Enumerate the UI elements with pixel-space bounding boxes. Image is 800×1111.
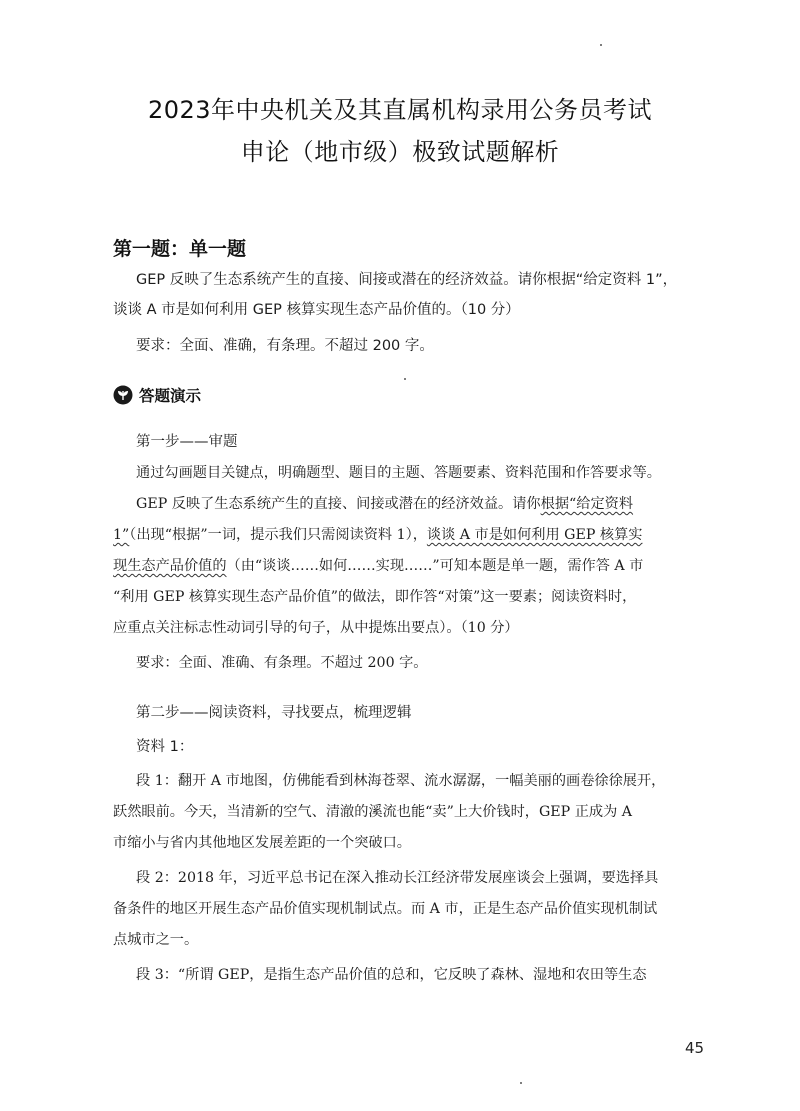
document-title-line2: 申论（地市级）极致试题解析 (240, 138, 560, 166)
analysis-note: （由“谈谈……如何……实现……”可知本题是单一题，需作答 A 市 (226, 558, 644, 574)
keyword-underline-material-end: 1” (113, 527, 130, 543)
keyword-underline-topic-end: 现生态产品价值的 (113, 558, 227, 574)
document-title-line1: 2023年中央机关及其直属机构录用公务员考试 (147, 96, 653, 124)
para2-line-3: 点城市之一。 (113, 932, 199, 948)
answer-demo-header (113, 384, 693, 406)
analysis-note: （出现“根据”一词，提示我们只需阅读资料 1）， (129, 527, 427, 543)
step1-analysis-line-4: “利用 GEP 核算实现生态产品价值”的做法，即作答“对策”这一要素；阅读资料时， (113, 589, 637, 605)
para2-line-1: 段 2：2018 年，习近平总书记在深入推动长江经济带发展座谈会上强调，要选择具 (136, 870, 659, 886)
keyword-underline-genju: 根据 (540, 496, 570, 512)
step1-requirement: 要求：全面、准确、有条理。不超过 200 字。 (136, 655, 428, 671)
keyword-underline-material: “给定资料 (569, 496, 634, 512)
step1-heading: 第一步——审题 (136, 434, 238, 450)
step1-intro: 通过勾画题目关键点，明确题型、题目的主题、答题要素、资料范围和作答要求等。 (136, 465, 661, 481)
para2-line-2: 备条件的地区开展生态产品价值实现机制试点。而 A 市，正是生态产品价值实现机制试 (113, 901, 658, 917)
section-heading: 第一题：单一题 (113, 238, 247, 260)
answer-demo-label: 答题演示 (139, 387, 202, 405)
scan-speck (520, 1082, 522, 1084)
para3-line-1: 段 3：“所谓 GEP，是指生态产品价值的总和，它反映了森林、湿地和农田等生态 (136, 967, 647, 983)
question-line-1: GEP 反映了生态系统产生的直接、间接或潜在的经济效益。请你根据“给定资料 1”， (136, 272, 678, 288)
para1-line-3: 市缩小与省内其他地区发展差距的一个突破口。 (113, 835, 411, 851)
material-label: 资料 1： (136, 739, 194, 755)
step2-heading: 第二步——阅读资料，寻找要点，梳理逻辑 (136, 705, 412, 721)
scan-speck (600, 44, 602, 46)
scan-speck (404, 378, 406, 380)
page-number: 45 (685, 1039, 705, 1057)
para1-line-2: 跃然眼前。今天，当清新的空气、清澈的溪流也能“卖”上大价钱时，GEP 正成为 A (113, 804, 633, 820)
analysis-text: GEP 反映了生态系统产生的直接、间接或潜在的经济效益。请你 (136, 496, 541, 512)
para1-line-1: 段 1：翻开 A 市地图，仿佛能看到林海苍翠、流水潺潺，一幅美丽的画卷徐徐展开， (136, 773, 666, 789)
step1-analysis-line-3 (113, 556, 693, 576)
step1-analysis-line-1 (136, 494, 716, 514)
leaf-badge-icon (113, 385, 133, 405)
keyword-underline-topic: 谈谈 A 市是如何利用 GEP 核算实 (426, 527, 643, 543)
question-requirement: 要求：全面、准确，有条理。不超过 200 字。 (136, 338, 434, 354)
step1-analysis-line-5: 应重点关注标志性动词引导的句子，从中提炼出要点）。（10 分） (113, 620, 519, 636)
step1-analysis-line-2 (113, 525, 693, 545)
question-line-2: 谈谈 A 市是如何利用 GEP 核算实现生态产品价值的。（10 分） (113, 302, 520, 318)
